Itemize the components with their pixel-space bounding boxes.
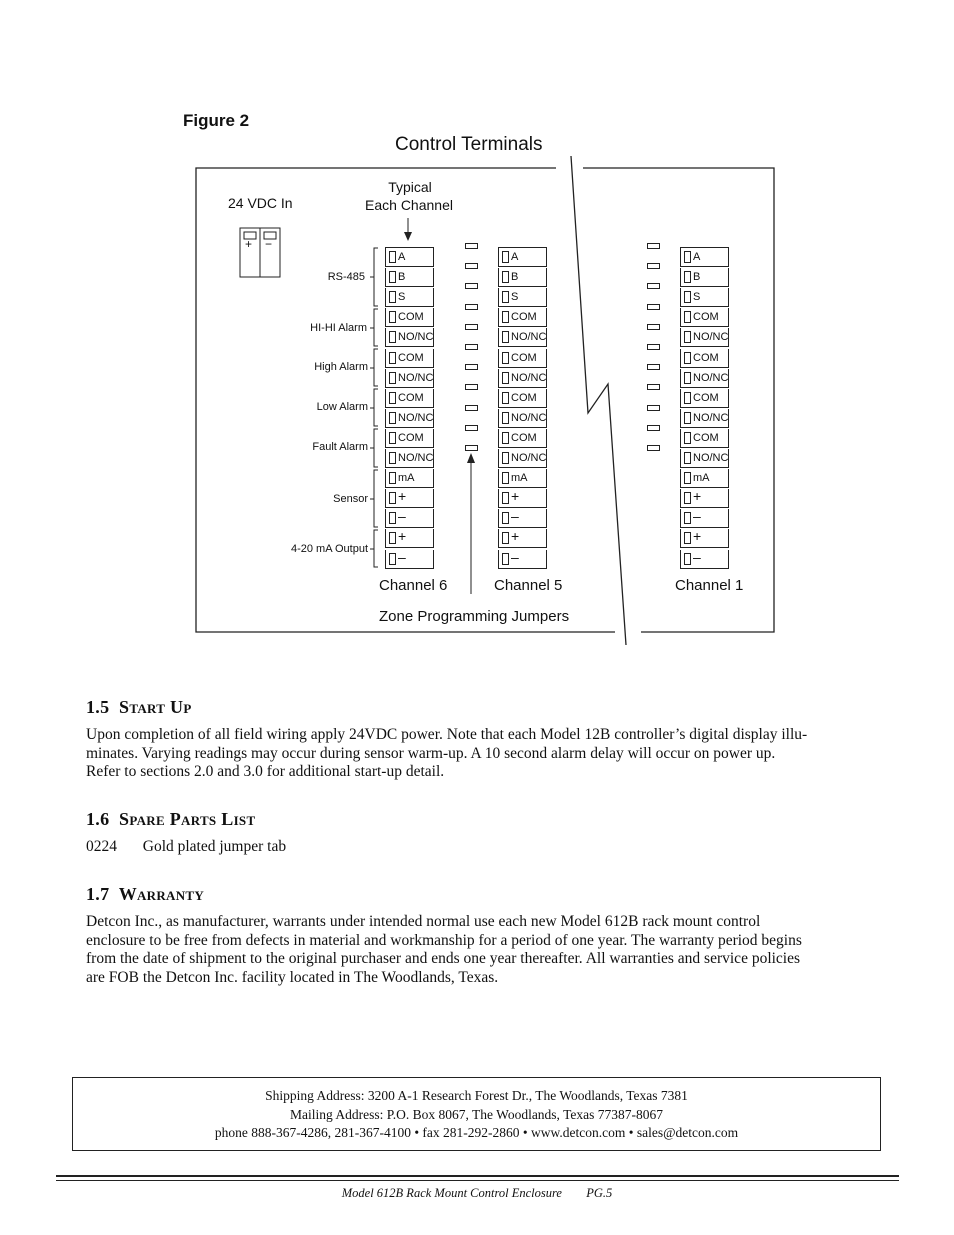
terminal-label: –	[398, 508, 406, 525]
group-label-4-20ma-output: 4-20 mA Output	[290, 543, 368, 555]
jumper-tab	[647, 324, 660, 330]
section-number: 1.7	[86, 884, 110, 904]
terminal-screw	[684, 472, 691, 484]
group-label-high-alarm: High Alarm	[314, 361, 368, 373]
channel-5-terminal	[498, 489, 547, 508]
channel-1-terminal	[680, 369, 729, 388]
warranty-paragraph	[86, 913, 871, 987]
jumper-tab	[465, 324, 478, 330]
terminal-label: NO/NC	[398, 371, 434, 384]
channel-6-terminal	[385, 489, 434, 508]
section-heading-start-up	[86, 697, 192, 718]
terminal-screw	[684, 392, 691, 404]
channel-5-terminal	[498, 429, 547, 448]
channel-5-terminal	[498, 328, 547, 347]
paragraph-line: Refer to sections 2.0 and 3.0 for additional start-up detail.	[86, 763, 445, 780]
channel-5-terminal	[498, 349, 547, 368]
terminal-label: –	[511, 548, 519, 565]
terminal-screw	[502, 271, 509, 283]
terminal-label: COM	[693, 351, 719, 364]
paragraph-line: enclosure to be free from defects in material and workmanship for a period of one year. The warranty period begins	[86, 931, 802, 949]
terminal-label: S	[693, 291, 701, 304]
channel-6-terminal	[385, 247, 434, 267]
terminal-screw	[684, 291, 691, 303]
terminal-label: –	[511, 508, 519, 525]
terminal-screw	[684, 352, 691, 364]
terminal-label: B	[398, 271, 406, 284]
terminal-label: COM	[511, 351, 537, 364]
terminal-label: NO/NC	[511, 331, 547, 344]
channel-1-terminal	[680, 308, 729, 327]
terminal-screw	[684, 331, 691, 343]
terminal-screw	[684, 251, 691, 263]
section-number: 1.6	[86, 809, 110, 829]
power-input-label: 24 VDC In	[228, 195, 293, 211]
terminal-screw	[502, 291, 509, 303]
terminal-label: S	[398, 291, 406, 304]
terminal-screw	[502, 392, 509, 404]
paragraph-line: Detcon Inc., as manufacturer, warrants under intended normal use each new Model 612B rack mount control	[86, 913, 761, 930]
terminal-screw	[502, 452, 509, 464]
channel-5-terminal	[498, 247, 547, 267]
jumper-tab	[465, 283, 478, 289]
channel-1-terminal	[680, 389, 729, 408]
terminal-label: NO/NC	[398, 411, 434, 424]
terminal-screw	[389, 432, 396, 444]
phone-fax-web-email: phone 888-367-4286, 281-367-4100 • fax 281-292-2860 • www.detcon.com • sales@detcon.com	[214, 1125, 739, 1140]
channel-6-terminal	[385, 369, 434, 388]
channel-1-terminal	[680, 268, 729, 287]
terminal-screw	[389, 472, 396, 484]
terminal-screw	[389, 532, 396, 544]
terminal-label: B	[693, 271, 701, 284]
jumper-tab	[465, 425, 478, 431]
terminal-label: +	[511, 488, 520, 505]
terminal-screw	[389, 512, 396, 524]
terminal-label: mA	[398, 472, 415, 485]
channel-5-terminal	[498, 550, 547, 569]
terminal-label: NO/NC	[398, 452, 434, 464]
terminal-label: COM	[693, 391, 719, 404]
channel-1-terminal	[680, 429, 729, 448]
channel-6-terminal	[385, 509, 434, 528]
channel-1-label: Channel 1	[675, 577, 744, 594]
terminal-label: –	[693, 508, 701, 525]
footer-rule-thin	[56, 1180, 899, 1181]
channel-6-terminal	[385, 389, 434, 408]
section-number: 1.5	[86, 697, 110, 717]
terminal-screw	[684, 553, 691, 565]
jumper-tab	[647, 405, 660, 411]
terminal-label: NO/NC	[511, 452, 547, 464]
terminal-screw	[502, 432, 509, 444]
channel-6-terminal	[385, 429, 434, 448]
terminal-screw	[389, 452, 396, 464]
channel-1-terminal	[680, 489, 729, 508]
terminal-screw	[502, 352, 509, 364]
terminal-label: COM	[693, 431, 719, 444]
terminal-screw	[684, 432, 691, 444]
terminal-screw	[684, 372, 691, 384]
power-minus-label: −	[265, 237, 273, 251]
terminal-screw	[684, 512, 691, 524]
channel-6-terminal	[385, 288, 434, 307]
jumper-tab	[647, 304, 660, 310]
channel-5-terminal	[498, 268, 547, 287]
part-description: Gold plated jumper tab	[142, 838, 287, 855]
terminal-screw	[684, 452, 691, 464]
section-title: Warranty	[118, 884, 205, 904]
terminal-label: +	[398, 488, 407, 505]
channel-1-terminal	[680, 550, 729, 569]
typical-label-line1: Typical	[388, 179, 432, 195]
terminal-label: +	[398, 528, 407, 545]
terminal-label: NO/NC	[693, 331, 729, 344]
document-title: Model 612B Rack Mount Control Enclosure	[341, 1186, 562, 1200]
terminal-label: COM	[511, 431, 537, 444]
typical-label-line2: Each Channel	[365, 197, 453, 213]
terminal-screw	[502, 251, 509, 263]
group-label-low-alarm: Low Alarm	[316, 401, 368, 413]
terminal-screw	[502, 512, 509, 524]
terminal-label: COM	[398, 431, 424, 444]
channel-1-terminal	[680, 509, 729, 528]
terminal-screw	[502, 311, 509, 323]
terminal-label: mA	[511, 472, 528, 485]
jumper-tab	[465, 384, 478, 390]
terminal-screw	[684, 412, 691, 424]
terminal-label: NO/NC	[693, 371, 729, 384]
channel-5-terminal	[498, 369, 547, 388]
jumper-tab	[647, 425, 660, 431]
channel-1-terminal	[680, 349, 729, 368]
figure-title: Control Terminals	[395, 134, 543, 155]
section-heading-spare-parts	[86, 809, 255, 830]
channel-6-terminal	[385, 409, 434, 428]
terminal-screw	[684, 532, 691, 544]
terminal-screw	[684, 492, 691, 504]
jumper-tab	[647, 445, 660, 451]
channel-1-terminal	[680, 409, 729, 428]
channel-6-terminal	[385, 308, 434, 327]
group-label-rs485: RS-485	[327, 271, 365, 283]
terminal-screw	[389, 271, 396, 283]
terminal-screw	[389, 291, 396, 303]
channel-5-terminal	[498, 409, 547, 428]
shipping-address: Shipping Address: 3200 A-1 Research Forest Dr., The Woodlands, Texas 7381	[265, 1088, 688, 1103]
channel-5-terminal	[498, 389, 547, 408]
group-label-fault-alarm: Fault Alarm	[312, 441, 368, 453]
jumper-tab	[465, 364, 478, 370]
terminal-label: +	[511, 528, 520, 545]
terminal-label: B	[511, 271, 519, 284]
paragraph-line: Upon completion of all field wiring apply 24VDC power. Note that each Model 12B controller’s digital display illu-	[86, 726, 808, 743]
terminal-label: +	[693, 488, 702, 505]
channel-1-terminal	[680, 449, 729, 468]
terminal-label: COM	[511, 311, 537, 324]
jumper-tab	[647, 263, 660, 269]
terminal-label: mA	[693, 472, 710, 485]
channel-5-terminal	[498, 449, 547, 468]
terminal-screw	[502, 553, 509, 565]
terminal-label: –	[398, 548, 406, 565]
terminal-screw	[502, 472, 509, 484]
terminal-screw	[389, 392, 396, 404]
terminal-label: A	[511, 251, 519, 263]
channel-1-terminal	[680, 247, 729, 267]
terminal-screw	[502, 412, 509, 424]
figure-label: Figure 2	[183, 111, 250, 130]
terminal-screw	[389, 352, 396, 364]
channel-6-terminal	[385, 529, 434, 548]
channel-1-terminal	[680, 469, 729, 488]
group-label-hihi-alarm: HI-HI Alarm	[310, 322, 367, 334]
terminal-label: NO/NC	[511, 411, 547, 424]
jumper-tab	[647, 364, 660, 370]
terminal-label: NO/NC	[693, 411, 729, 424]
terminal-screw	[684, 271, 691, 283]
channel-5-label: Channel 5	[494, 577, 563, 594]
terminal-label: +	[693, 528, 702, 545]
page-number: PG.5	[586, 1186, 613, 1200]
page-footer	[0, 1186, 954, 1201]
section-title: Start Up	[119, 697, 192, 717]
footer-rule-thick	[56, 1175, 899, 1177]
jumper-tab	[647, 344, 660, 350]
terminal-screw	[389, 553, 396, 565]
channel-6-terminal	[385, 550, 434, 569]
channel-5-terminal	[498, 509, 547, 528]
channel-6-terminal	[385, 328, 434, 347]
terminal-screw	[389, 251, 396, 263]
terminal-label: NO/NC	[693, 452, 729, 464]
terminal-screw	[389, 331, 396, 343]
terminal-screw	[389, 412, 396, 424]
channel-6-terminal	[385, 449, 434, 468]
jumper-tab	[465, 445, 478, 451]
channel-1-terminal	[680, 529, 729, 548]
terminal-label: NO/NC	[511, 371, 547, 384]
terminal-label: NO/NC	[398, 331, 434, 344]
terminal-screw	[684, 311, 691, 323]
channel-6-terminal	[385, 268, 434, 287]
jumper-tab	[647, 283, 660, 289]
terminal-label: A	[398, 251, 406, 263]
jumper-tab	[647, 384, 660, 390]
channel-6-label: Channel 6	[379, 577, 448, 594]
jumper-tab	[465, 304, 478, 310]
terminal-screw	[502, 331, 509, 343]
power-plus-label: +	[245, 237, 253, 251]
paragraph-line: are FOB the Detcon Inc. facility located in The Woodlands, Texas.	[86, 968, 499, 986]
channel-5-terminal	[498, 288, 547, 307]
group-label-sensor: Sensor	[333, 493, 368, 505]
jumper-tab	[465, 344, 478, 350]
part-number: 0224	[86, 838, 117, 855]
channel-6-terminal	[385, 349, 434, 368]
jumper-tab	[465, 263, 478, 269]
zone-jumpers-label: Zone Programming Jumpers	[379, 608, 570, 625]
channel-6-terminal	[385, 469, 434, 488]
channel-5-terminal	[498, 529, 547, 548]
terminal-screw	[502, 492, 509, 504]
terminal-label: –	[693, 548, 701, 565]
contact-box	[72, 1077, 881, 1151]
terminal-label: S	[511, 291, 519, 304]
jumper-tab	[647, 243, 660, 249]
channel-5-terminal	[498, 469, 547, 488]
section-title: Spare Parts List	[119, 809, 256, 829]
terminal-label: COM	[398, 351, 424, 364]
terminal-label: A	[693, 251, 701, 263]
paragraph-line: minates. Varying readings may occur during sensor warm-up. A 10 second alarm delay will occur on power up.	[86, 744, 776, 762]
terminal-screw	[502, 372, 509, 384]
jumper-tab	[465, 405, 478, 411]
channel-5-terminal	[498, 308, 547, 327]
channel-1-terminal	[680, 288, 729, 307]
terminal-screw	[389, 492, 396, 504]
terminal-screw	[389, 311, 396, 323]
terminal-label: COM	[398, 311, 424, 324]
terminal-label: COM	[398, 391, 424, 404]
mailing-address: Mailing Address: P.O. Box 8067, The Woodlands, Texas 77387-8067	[290, 1106, 663, 1122]
section-heading-warranty	[86, 884, 204, 905]
terminal-label: COM	[693, 311, 719, 324]
jumper-tab	[465, 243, 478, 249]
terminal-label: COM	[511, 391, 537, 404]
paragraph-line: from the date of shipment to the original purchaser and ends one year thereafter. All warranties and service policies	[86, 950, 801, 967]
terminal-screw	[502, 532, 509, 544]
start-up-paragraph	[86, 726, 871, 782]
terminal-screw	[389, 372, 396, 384]
spare-part-row	[86, 838, 871, 857]
channel-1-terminal	[680, 328, 729, 347]
